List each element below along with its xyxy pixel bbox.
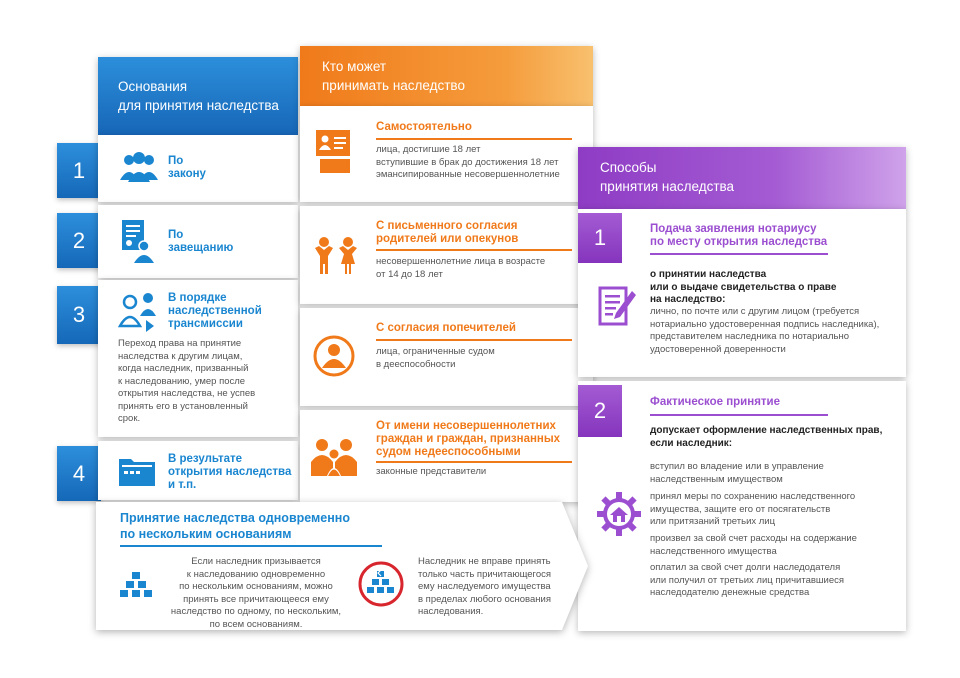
simultaneous-title	[120, 510, 350, 542]
who-1-text: эмансипированные несовершеннолетние	[376, 169, 560, 180]
method-1-title: по месту открытия наследства	[650, 236, 828, 248]
method-1-text: удостоверенной доверенности	[650, 343, 786, 355]
basis-desc-line: открытия наследства, не успев	[118, 388, 256, 399]
who-1-title: Самостоятельно	[376, 121, 472, 133]
method-1-bold: на наследство:	[650, 294, 726, 305]
who-1-underline	[376, 138, 572, 140]
method-1-underline	[650, 253, 828, 255]
basis-item-4-l3: и т.п.	[168, 479, 197, 491]
who-3-title: С согласия попечителей	[376, 322, 516, 334]
method-1-bold: о принятии наследства	[650, 269, 767, 280]
simul-left-line: по всем основаниям.	[209, 618, 303, 630]
basis-item-2-l1: По	[168, 229, 184, 241]
document-pen-icon	[598, 285, 638, 329]
method-2-para-3: произвел за свой счет расходы на содержание	[650, 533, 857, 544]
method-1-text: лично, по почте или с другим лицом (требуется	[650, 306, 860, 317]
who-2-underline	[376, 249, 572, 251]
basis-item-law	[98, 135, 298, 202]
prohibited-blocks-icon	[357, 560, 405, 608]
method-2-para-4: или получил от третьих лиц причитавшиеся	[650, 574, 845, 586]
who-2-text: несовершеннолетние лица в возрасте	[376, 256, 546, 267]
simul-right-line: Наследник не вправе принять	[418, 556, 551, 567]
people-icon	[118, 150, 160, 186]
basis-item-4-l2: открытия наследства	[168, 466, 292, 478]
who-card-guardians	[300, 308, 593, 406]
children-icon	[312, 236, 360, 276]
who-card-self	[300, 106, 593, 202]
who-header	[300, 46, 593, 106]
basis-number-3: 3	[57, 286, 101, 344]
method-factual	[578, 381, 906, 631]
basis-item-1-l1: По	[168, 155, 184, 167]
basis-item-3-l1: В порядке	[168, 292, 227, 304]
basis-desc-line: принять его в установленный	[118, 400, 248, 412]
basis-desc-line: к наследованию, умер после	[118, 375, 246, 387]
method-number-1: 1	[578, 213, 622, 263]
method-1-bold: или о выдаче свидетельства о праве	[650, 281, 837, 293]
method-2-bold: если наследник:	[650, 437, 733, 449]
person-circle-icon	[312, 334, 356, 378]
method-2-bold: допускает оформление наследственных прав,	[650, 425, 883, 436]
who-4-title: граждан и граждан, признанных	[376, 433, 561, 445]
methods-header	[578, 147, 906, 209]
simultaneous-underline	[120, 545, 382, 547]
who-3-underline	[376, 339, 572, 341]
method-2-para-4: оплатил за свой счет долги наследодателя	[650, 562, 841, 573]
method-1-text: представителем наследника по нотариально	[650, 331, 849, 342]
method-2-para-4: наследодателю денежные средства	[650, 587, 810, 598]
who-4-text: законные представители	[376, 466, 487, 477]
method-2-title: Фактическое принятие	[650, 396, 780, 408]
simultaneous-right-text	[418, 556, 551, 619]
who-3-text: в дееспособности	[376, 358, 456, 370]
basis-item-3-l3: трансмиссии	[168, 318, 243, 330]
simul-left-line: Если наследник призывается	[191, 556, 321, 567]
methods-header-title-2: принятия наследства	[600, 179, 735, 194]
folder-icon	[118, 455, 156, 487]
simultaneous-left-text	[166, 556, 346, 631]
basis-item-2-l2: завещанию	[168, 242, 234, 254]
method-1-title: Подача заявления нотариусу	[650, 223, 817, 235]
method-notary	[578, 209, 906, 377]
basis-header	[98, 57, 298, 135]
simul-left-line: по нескольким основаниям, можно	[179, 581, 333, 592]
basis-number-2: 2	[57, 213, 101, 268]
methods-header-title-1: Способы	[600, 160, 657, 175]
who-header-title-2: принимать наследство	[322, 78, 465, 93]
who-1-text: вступившие в брак до достижения 18 лет	[376, 156, 559, 168]
house-gear-icon	[596, 491, 642, 537]
who-4-underline	[376, 461, 572, 463]
basis-header-title-1: Основания	[118, 79, 188, 94]
who-4-title: От имени несовершеннолетних	[376, 420, 556, 432]
method-1-text: нотариально удостоверенная подпись наследника),	[650, 318, 880, 330]
simul-right-line: наследования.	[418, 606, 484, 617]
simul-right-line: ему наследуемого имущества	[418, 581, 551, 592]
method-2-underline	[650, 414, 828, 416]
basis-item-other	[98, 441, 298, 500]
basis-item-4-l1: В результате	[168, 453, 243, 465]
simul-left-line: к наследованию одновременно	[186, 568, 326, 580]
method-2-para-2: принял меры по сохранению наследственного	[650, 491, 856, 502]
who-card-representatives	[300, 410, 593, 502]
basis-desc-line: наследства к другим лицам,	[118, 350, 243, 362]
simul-left-line: принять все причитающееся ему	[183, 593, 329, 605]
who-header-title-1: Кто может	[322, 59, 387, 74]
simul-right-line: в пределах любого основания	[418, 593, 551, 605]
simul-right-line: только часть причитающегося	[418, 568, 551, 580]
who-2-title: родителей или опекунов	[376, 233, 519, 245]
basis-item-will	[98, 205, 298, 278]
transmission-people-icon	[118, 290, 160, 332]
who-2-text: от 14 до 18 лет	[376, 268, 443, 280]
method-2-para-1: наследственным имуществом	[650, 473, 783, 485]
simultaneous-title-1: Принятие наследства одновременно	[120, 511, 350, 525]
who-1-text: лица, достигшие 18 лет	[376, 144, 481, 155]
basis-item-1-l2: закону	[168, 168, 206, 180]
pyramid-blocks-icon	[118, 570, 154, 600]
simultaneous-title-2: по нескольким основаниям	[120, 527, 292, 541]
method-2-para-3: наследственного имущества	[650, 545, 777, 557]
basis-desc-line: когда наследник, призванный	[118, 363, 249, 374]
basis-item-transmission	[98, 280, 298, 437]
method-number-2: 2	[578, 385, 622, 437]
will-document-icon	[120, 219, 154, 263]
simul-left-line: наследство по одному, по нескольким,	[170, 606, 342, 617]
method-2-para-2: имущества, защите его от посягательств	[650, 503, 831, 515]
family-icon	[310, 436, 358, 476]
basis-desc-line: срок.	[118, 413, 141, 424]
basis-number-1: 1	[57, 143, 101, 198]
basis-desc-line: Переход права на принятие	[118, 338, 242, 349]
method-2-para-1: вступил во владение или в управление	[650, 461, 824, 472]
who-4-title: судом недееспособными	[376, 446, 521, 458]
basis-header-title-2: для принятия наследства	[118, 98, 279, 113]
who-card-parents	[300, 206, 593, 304]
id-card-icon	[314, 128, 354, 176]
basis-item-3-l2: наследственной	[168, 305, 262, 317]
method-2-para-2: или притязаний третьих лиц	[650, 516, 776, 527]
basis-number-4: 4	[57, 446, 101, 501]
who-2-title: С письменного согласия	[376, 220, 518, 232]
who-3-text: лица, ограниченные судом	[376, 346, 495, 357]
